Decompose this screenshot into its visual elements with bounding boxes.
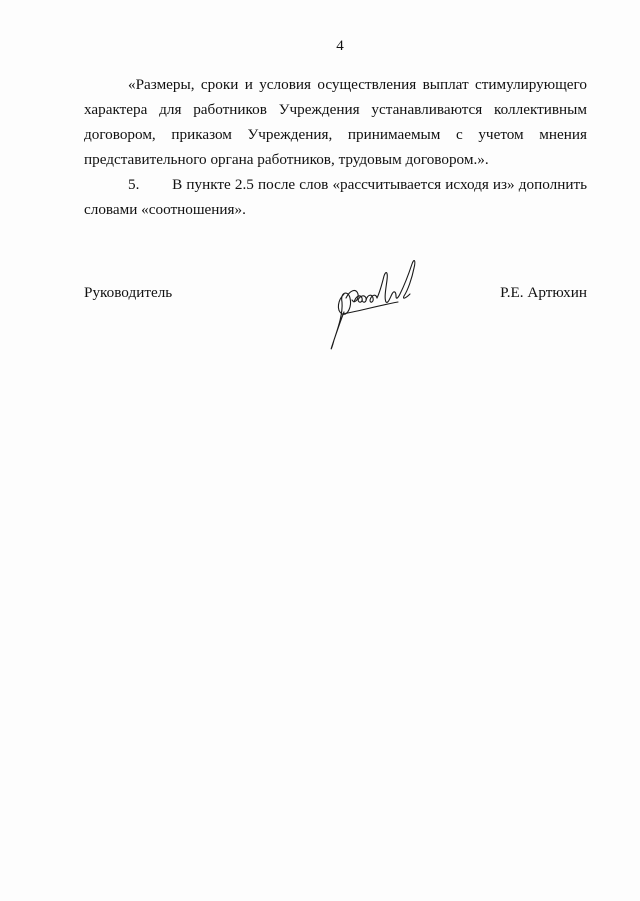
list-item-5 xyxy=(84,172,587,222)
paragraph-line: «Размеры, сроки и условия осуществления выплат стимулирующего xyxy=(128,76,587,93)
signatory-title: Руководитель xyxy=(84,284,173,301)
paragraph-line: договором, приказом Учреждения, принимаемым с учетом мнения xyxy=(84,126,587,143)
page-number: 4 xyxy=(336,38,344,54)
signatory-name: Р.Е. Артюхин xyxy=(500,284,587,301)
handwritten-signature xyxy=(326,254,426,354)
list-item-continuation: словами «соотношения». xyxy=(84,201,246,218)
paragraph-line: характера для работников Учреждения устанавливаются коллективным xyxy=(84,101,587,118)
paragraph-line: представительного органа работников, трудовым договором.». xyxy=(84,151,489,168)
list-item-text: В пункте 2.5 после слов «рассчитывается исходя из» дополнить xyxy=(172,176,588,193)
document-body xyxy=(84,72,587,222)
paragraph-quote xyxy=(84,72,587,172)
list-item-first-line xyxy=(84,172,587,197)
list-item-number: 5. xyxy=(128,176,140,193)
